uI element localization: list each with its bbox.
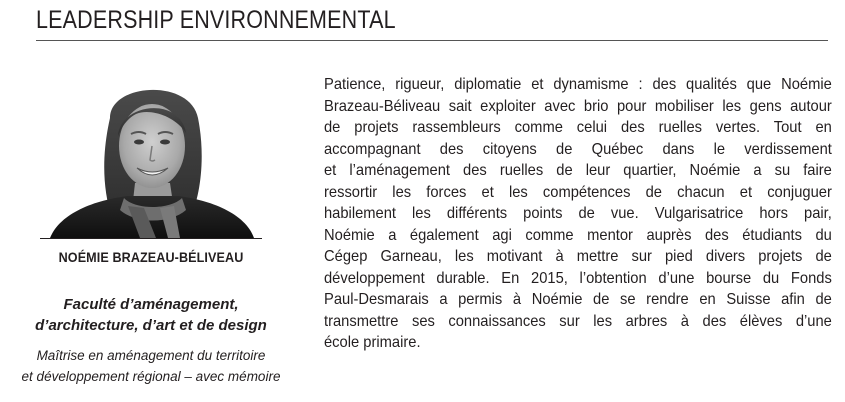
- faculty-line: Faculté d’aménagement,: [63, 296, 239, 313]
- bio-line: école primaire.: [324, 334, 421, 351]
- bio-line: habilement les différents points de vue. Vulgarisatrice hors pair,: [324, 205, 832, 222]
- bio-line: développement durable. En 2015, l’obtention d’une bourse du Fonds: [324, 269, 832, 287]
- program-line: Maîtrise en aménagement du territoire: [36, 348, 266, 363]
- faculty-line: d’architecture, d’art et de design: [35, 317, 267, 334]
- bio-line: de projets rassembleurs comme celui des ruelles vertes. Tout en: [324, 119, 832, 136]
- portrait-photo: [40, 78, 262, 238]
- bio-line: Cégep Garneau, les motivant à mettre sur pied divers projets de: [324, 248, 832, 265]
- bio-line: Noémie a également agi comme mentor auprès des étudiants du: [324, 226, 832, 244]
- bio-line: ressortir les forces et les compétences de chacun et conjuguer: [324, 183, 832, 201]
- faculty-name: [0, 294, 302, 336]
- program-line: et développement régional – avec mémoire: [21, 369, 281, 384]
- bio-line: et l’aménagement des ruelles de leur quartier, Noémie a su faire: [324, 162, 832, 179]
- bio-line: Patience, rigueur, diplomatie et dynamisme : des qualités que Noémie: [324, 76, 832, 93]
- bio-line: Brazeau-Béliveau sait exploiter avec brio pour mobiliser les gens autour: [324, 97, 832, 115]
- bio-line: accompagnant des citoyens de Québec dans le verdissement: [324, 140, 832, 158]
- bio-line: transmettre ses connaissances sur les arbres à des élèves d’une: [324, 312, 832, 330]
- bio-line: Paul-Desmarais a permis à Noémie de se rendre en Suisse afin de: [324, 291, 832, 308]
- program-name: [0, 345, 302, 387]
- section-title: LEADERSHIP ENVIRONNEMENTAL: [36, 6, 396, 34]
- bio-paragraph: [324, 74, 832, 354]
- person-name: NOÉMIE BRAZEAU-BÉLIVEAU: [58, 249, 244, 265]
- title-divider: [36, 40, 828, 41]
- name-divider: [40, 238, 262, 239]
